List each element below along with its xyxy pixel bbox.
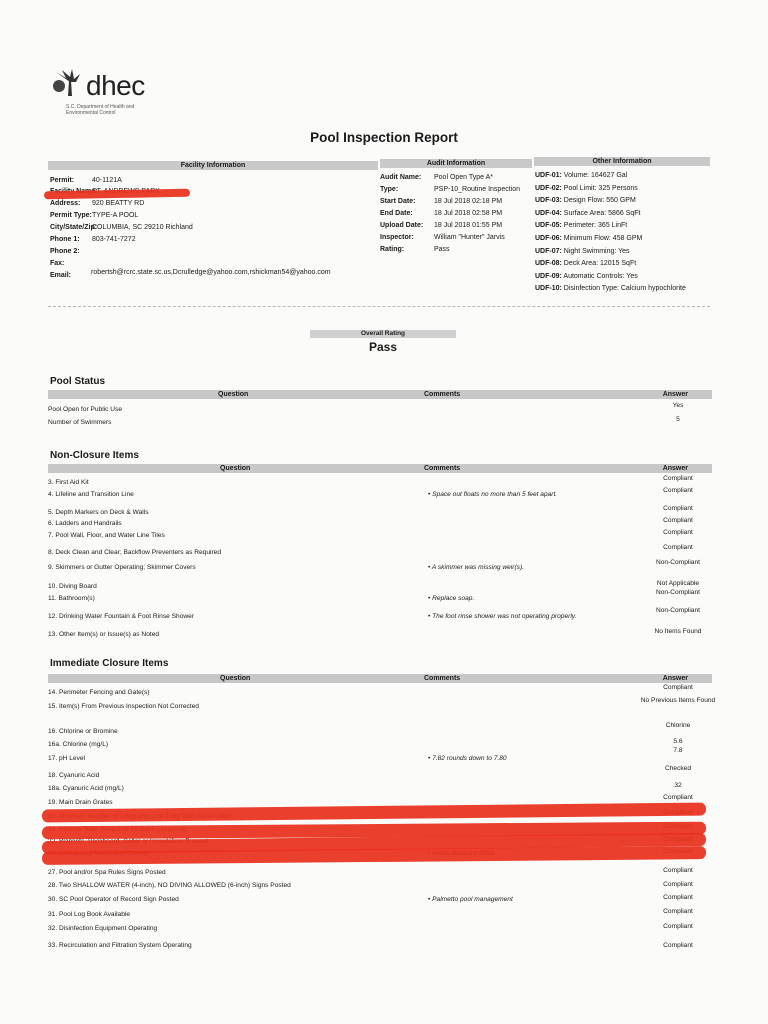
- row-question: 4. Lifeline and Transition Line: [48, 491, 134, 498]
- udf-value: Disinfection Type: Calcium hypochlorite: [563, 285, 686, 293]
- comments-column-header: Comments: [424, 391, 461, 398]
- row-question: 28. Two SHALLOW WATER (4-inch), NO DIVING ALLOWED (6-inch) Signs Posted: [48, 882, 291, 889]
- facility-field-label: Phone 2:: [50, 248, 80, 255]
- audit-field-value: Pool Open Type A*: [434, 174, 494, 181]
- udf-value: Pool Limit: 325 Persons: [563, 184, 638, 192]
- udf-value: Deck Area: 12015 SqFt: [563, 260, 637, 268]
- audit-field-value: William "Hunter" Jarvis: [434, 234, 505, 241]
- udf-key: UDF-03:: [535, 197, 562, 205]
- row-question: 19. Main Drain Grates: [48, 799, 113, 806]
- udf-item: [535, 183, 638, 194]
- udf-key: UDF-07:: [535, 247, 562, 255]
- row-answer: Non-Compliant: [656, 607, 700, 614]
- row-question: 17. pH Level: [48, 755, 86, 762]
- immediate-closure-header: [48, 674, 712, 683]
- red-marker-line-20: [42, 803, 706, 823]
- udf-item: [535, 271, 638, 282]
- audit-field-value: 18 Jul 2018 01:55 PM: [434, 222, 503, 229]
- row-question: 16a. Chlorine (mg/L): [48, 741, 109, 748]
- udf-key: UDF-02:: [535, 184, 562, 192]
- udf-item: [535, 246, 630, 257]
- row-answer: Compliant: [663, 867, 693, 874]
- facility-field-label: Permit Type:: [50, 212, 92, 219]
- pool-status-heading: Pool Status: [50, 376, 106, 387]
- pool-status-header: [48, 390, 712, 399]
- row-question: 10. Diving Board: [48, 583, 97, 590]
- row-question: 27. Pool and/or Spa Rules Signs Posted: [48, 869, 166, 876]
- audit-field-value: PSP-10_Routine Inspection: [434, 186, 520, 193]
- audit-field-label: Start Date:: [380, 198, 416, 205]
- facility-field-label: Address:: [50, 200, 81, 207]
- row-answer: Compliant: [663, 505, 693, 512]
- udf-value: Perimeter: 365 LinFt: [563, 222, 628, 230]
- row-answer: Non-Compliant: [656, 589, 700, 596]
- udf-key: UDF-08:: [535, 260, 562, 268]
- row-answer: Yes: [672, 402, 684, 409]
- row-question: 31. Pool Log Book Available: [48, 911, 130, 918]
- udf-key: UDF-06:: [535, 235, 562, 242]
- udf-value: Minimum Flow: 458 GPM: [563, 235, 643, 242]
- row-question: 14. Perimeter Fencing and Gate(s): [48, 689, 150, 696]
- row-question: 11. Bathroom(s): [48, 595, 95, 602]
- udf-value: Surface Area: 5866 SqFt: [563, 209, 641, 217]
- other-information-band: Other Information: [534, 157, 710, 166]
- row-answer: Compliant: [663, 544, 693, 551]
- row-question: 18a. Cyanuric Acid (mg/L): [48, 785, 124, 792]
- row-answer: 32: [674, 782, 682, 789]
- facility-field-value: 920 BEATTY RD: [92, 200, 145, 207]
- audit-field-label: End Date:: [380, 210, 413, 217]
- row-question: 32. Disinfection Equipment Operating: [48, 925, 158, 932]
- udf-key: UDF-05:: [535, 222, 562, 230]
- udf-key: UDF-01:: [535, 172, 562, 179]
- facility-field-label: City/State/Zip:: [50, 224, 98, 231]
- row-question: 8. Deck Clean and Clear; Backflow Preventers as Required: [48, 549, 221, 556]
- udf-key: UDF-04:: [535, 209, 562, 217]
- row-answer: Compliant: [663, 794, 693, 801]
- row-answer: Compliant: [663, 923, 693, 930]
- facility-field-label: Fax:: [50, 260, 65, 267]
- facility-field-value: COLUMBIA, SC 29210 Richland: [92, 224, 193, 231]
- question-column-header: Question: [220, 675, 251, 682]
- audit-field-value: 18 Jul 2018 02:18 PM: [434, 198, 503, 205]
- audit-field-value: 18 Jul 2018 02:58 PM: [434, 210, 503, 217]
- row-comment: • Space out floats no more than 5 feet apart.: [428, 491, 558, 498]
- row-question: 6. Ladders and Handrails: [48, 520, 122, 527]
- overall-rating-band: Overall Rating: [310, 330, 456, 338]
- palmetto-tree-icon: [50, 68, 84, 98]
- row-question: Pool Open for Public Use: [48, 406, 123, 413]
- red-marker-facility-name: [44, 189, 190, 200]
- row-answer: No Previous Items Found: [640, 697, 716, 704]
- row-question: 15. Item(s) From Previous Inspection Not Corrected: [48, 703, 199, 710]
- row-answer: 7.8: [673, 747, 683, 754]
- section-divider: [48, 306, 710, 307]
- non-closure-header: [48, 464, 712, 473]
- answer-column-header: Answer: [662, 465, 688, 472]
- comments-column-header: Comments: [424, 675, 461, 682]
- row-question: 12. Drinking Water Fountain & Foot Rinse Shower: [48, 613, 194, 620]
- row-comment: • A skimmer was missing weir(s).: [428, 564, 524, 571]
- udf-key: UDF-09:: [535, 272, 562, 280]
- facility-field-label: Permit:: [50, 177, 75, 184]
- row-answer: Compliant: [663, 517, 693, 524]
- udf-item: [535, 258, 636, 269]
- row-question: 18. Cyanuric Acid: [48, 772, 100, 779]
- logo-wordmark: dhec: [86, 70, 145, 101]
- audit-field-label: Inspector:: [380, 234, 414, 241]
- row-question: 30. SC Pool Operator of Record Sign Posted: [48, 896, 179, 903]
- row-question: 33. Recirculation and Filtration System Operating: [48, 942, 192, 949]
- row-question: 16. Chlorine or Bromine: [48, 728, 118, 735]
- row-answer: 5: [676, 416, 680, 423]
- logo-subtext: S.C. Department of Health and Environmental Control: [66, 104, 135, 116]
- udf-value: Automatic Controls: Yes: [563, 272, 638, 280]
- row-question: Number of Swimmers: [48, 419, 112, 426]
- facility-field-label: Email:: [50, 272, 72, 279]
- facility-field-value: TYPE-A POOL: [92, 212, 139, 219]
- audit-field-value: Pass: [434, 246, 450, 253]
- udf-item: [535, 283, 686, 294]
- row-answer: Compliant: [663, 487, 693, 494]
- audit-field-label: Rating:: [380, 246, 405, 253]
- row-answer: Checked: [664, 765, 692, 772]
- facility-information-band: Facility Information: [48, 161, 378, 170]
- audit-field-label: Audit Name:: [380, 174, 422, 181]
- row-answer: Chlorine: [665, 722, 691, 729]
- row-question: 9. Skimmers or Gutter Operating; Skimmer Covers: [48, 564, 196, 571]
- row-comment: • 7.82 rounds down to 7.80: [428, 755, 507, 762]
- row-answer: Compliant: [663, 881, 693, 888]
- row-question: 3. First Aid Kit: [48, 479, 89, 486]
- row-question: 13. Other Item(s) or Issue(s) as Noted: [48, 631, 160, 638]
- facility-field-label: Phone 1:: [50, 236, 80, 243]
- row-answer: Not Applicable: [656, 580, 700, 587]
- audit-information-band: Audit Information: [380, 159, 532, 168]
- udf-item: [535, 233, 642, 244]
- overall-rating-value: Pass: [368, 340, 398, 354]
- row-comment: • Palmetto pool management: [428, 896, 513, 903]
- row-comment: • The foot rinse shower was not operating properly.: [428, 613, 577, 620]
- udf-value: Volume: 164627 Gal: [563, 172, 628, 179]
- question-column-header: Question: [220, 465, 251, 472]
- audit-field-label: Type:: [380, 186, 399, 193]
- answer-column-header: Answer: [662, 391, 688, 398]
- row-answer: Compliant: [663, 684, 693, 691]
- facility-field-value: 40-1121A: [92, 177, 122, 184]
- comments-column-header: Comments: [424, 465, 461, 472]
- facility-field-value: robertsh@rcrc.state.sc.us,Dcrulledge@yahoo.com,rshickman54@yahoo.com: [91, 269, 331, 276]
- row-answer: Compliant: [663, 529, 693, 536]
- row-answer: Compliant: [663, 942, 693, 949]
- row-answer: Non-Compliant: [656, 559, 700, 566]
- report-title: Pool Inspection Report: [310, 130, 458, 145]
- udf-item: [535, 195, 636, 206]
- udf-item: [535, 220, 627, 231]
- udf-item: [535, 208, 640, 219]
- row-answer: Compliant: [663, 475, 693, 482]
- udf-value: Night Swimming: Yes: [563, 247, 630, 255]
- udf-key: UDF-10:: [535, 285, 562, 293]
- immediate-closure-heading: Immediate Closure Items: [50, 658, 169, 669]
- udf-value: Design Flow: 550 GPM: [563, 197, 636, 205]
- audit-field-label: Upload Date:: [380, 222, 424, 229]
- row-answer: No Items Found: [654, 628, 702, 635]
- question-column-header: Question: [218, 391, 249, 398]
- row-answer: Compliant: [663, 894, 693, 901]
- udf-item: [535, 170, 627, 181]
- row-question: 7. Pool Wall, Floor, and Water Line Tiles: [48, 532, 165, 539]
- answer-column-header: Answer: [662, 675, 688, 682]
- row-answer: Compliant: [663, 908, 693, 915]
- non-closure-heading: Non-Closure Items: [50, 450, 139, 461]
- row-comment: • Replace soap.: [428, 595, 475, 602]
- dhec-logo: [50, 66, 170, 126]
- facility-field-value: 803-741-7272: [92, 236, 136, 243]
- row-question: 5. Depth Markers on Deck & Walls: [48, 509, 149, 516]
- row-answer: 5.6: [673, 738, 683, 745]
